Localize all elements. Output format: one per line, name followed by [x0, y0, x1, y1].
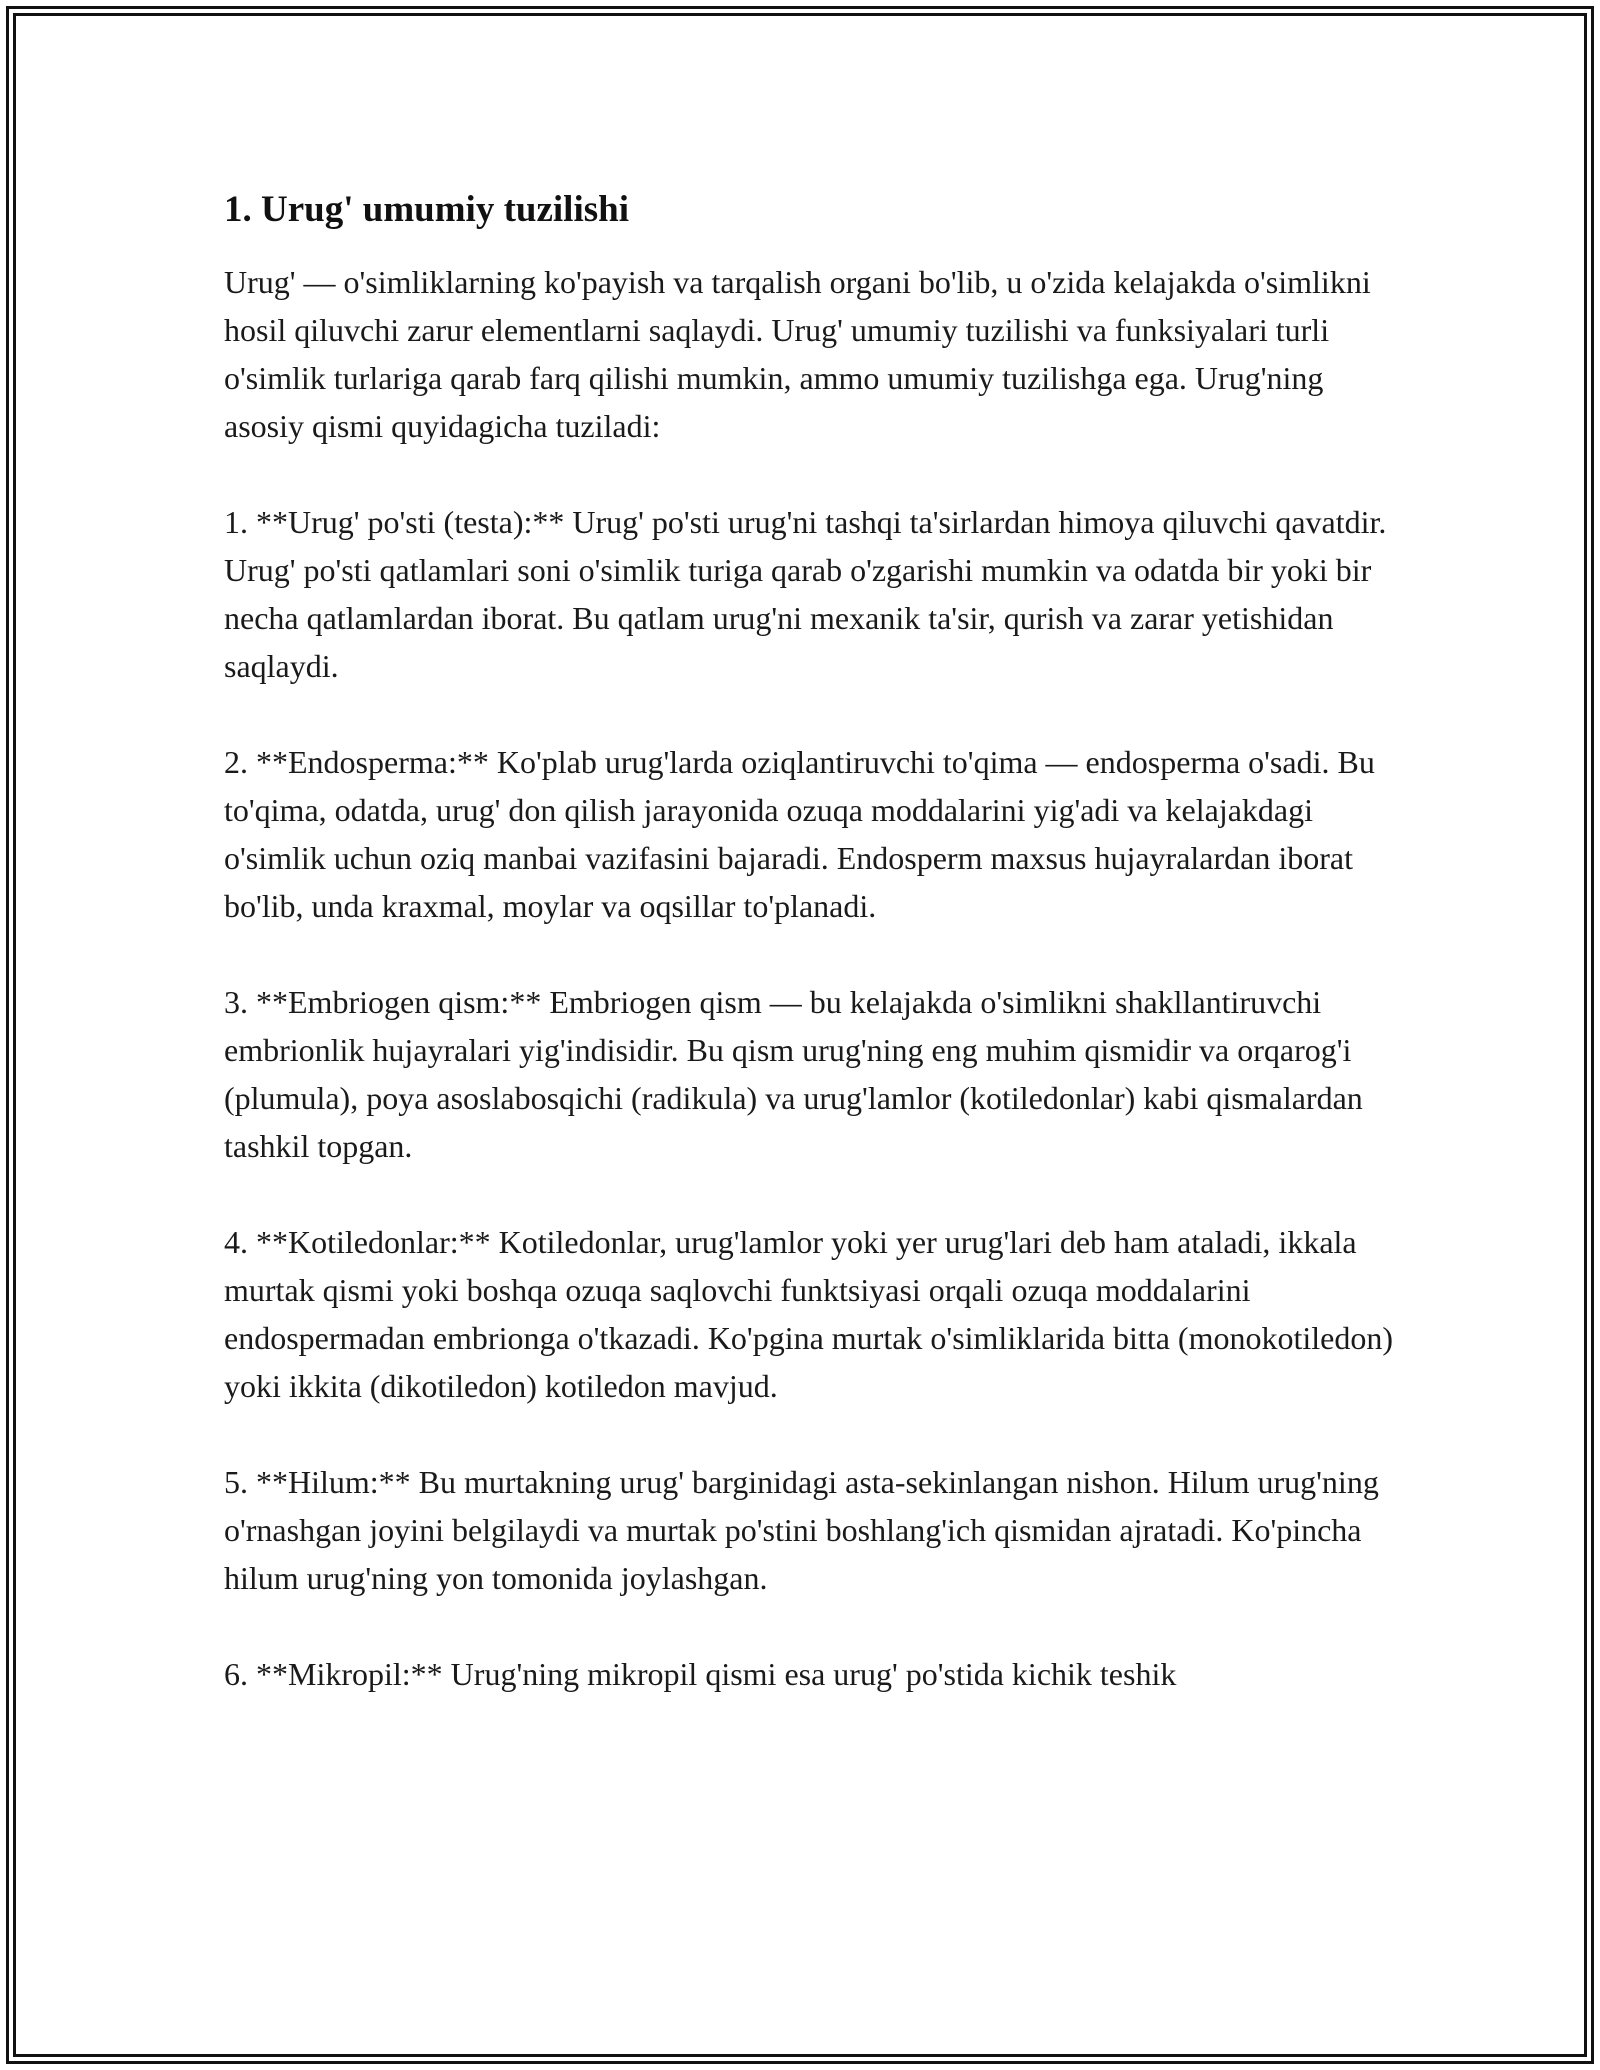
intro-paragraph: Urug' — o'simliklarning ko'payish va tarqalish organi bo'lib, u o'zida kelajakda o'simlikni hosil qiluvchi zarur elementlarni saqlaydi. Urug' umumiy tuzilishi va funksiyalari turli o'simlik turlariga qarab farq qilishi mumkin, ammo umumiy tuzilishga ega. Urug'ning asosiy qismi quyidagicha tuziladi: [224, 264, 1371, 444]
document-body [224, 186, 1404, 1698]
item-micropyle: 6. **Mikropil:** Urug'ning mikropil qismi esa urug' po'stida kichik teshik [224, 1656, 1177, 1692]
item-seed-coat: 1. **Urug' po'sti (testa):** Urug' po'sti urug'ni tashqi ta'sirlardan himoya qiluvchi qavatdir. Urug' po'sti qatlamlari soni o'simlik turiga qarab o'zgarishi mumkin va odatda bir yoki bir necha qatlamlardan iborat. Bu qatlam urug'ni mexanik ta'sir, qurish va zarar yetishidan saqlaydi. [224, 504, 1387, 684]
item-endosperm: 2. **Endosperma:** Ko'plab urug'larda oziqlantiruvchi to'qima — endosperma o'sadi. Bu to'qima, odatda, urug' don qilish jarayonida ozuqa moddalarini yig'adi va kelajakdagi o'simlik uchun oziq manbai vazifasini bajaradi. Endosperm maxsus hujayralardan iborat bo'lib, unda kraxmal, moylar va oqsillar to'planadi. [224, 744, 1375, 924]
item-hilum: 5. **Hilum:** Bu murtakning urug' barginidagi asta-sekinlangan nishon. Hilum urug'ning o'rnashgan joyini belgilaydi va murtak po'stini boshlang'ich qismidan ajratadi. Ko'pincha hilum urug'ning yon tomonida joylashgan. [224, 1464, 1379, 1596]
item-cotyledons: 4. **Kotiledonlar:** Kotiledonlar, urug'lamlor yoki yer urug'lari deb ham ataladi, ikkala murtak qismi yoki boshqa ozuqa saqlovchi funktsiyasi orqali ozuqa moddalarini endospermadan embrionga o'tkazadi. Ko'pgina murtak o'simliklarida bitta (monokotiledon) yoki ikkita (dikotiledon) kotiledon mavjud. [224, 1224, 1393, 1404]
item-embryo: 3. **Embriogen qism:** Embriogen qism — bu kelajakda o'simlikni shakllantiruvchi embrionlik hujayralari yig'indisidir. Bu qism urug'ning eng muhim qismidir va orqarog'i (plumula), poya asoslabosqichi (radikula) va urug'lamlor (kotiledonlar) kabi qismalardan tashkil topgan. [224, 984, 1363, 1164]
section-heading: 1. Urug' umumiy tuzilishi [224, 189, 629, 230]
